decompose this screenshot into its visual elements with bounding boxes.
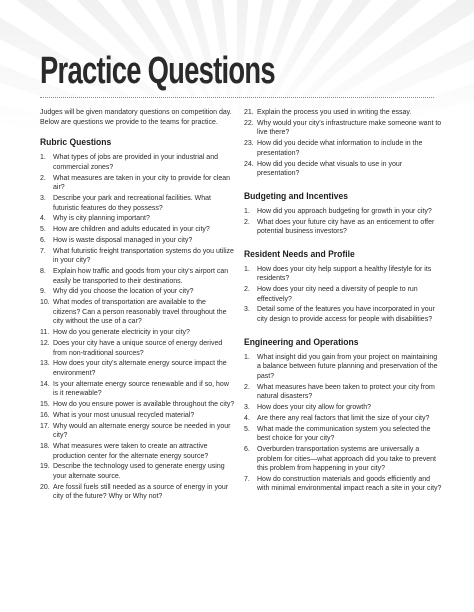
question-text: What measures have been taken to protect your city from natural disasters?: [257, 383, 435, 401]
question-text: What types of jobs are provided in your industrial and commercial zones?: [53, 154, 218, 171]
question-item: [244, 445, 442, 474]
question-text: Why is city planning important?: [53, 215, 150, 223]
question-text: How does your city need a diversity of people to run effectively?: [257, 286, 418, 303]
question-text: Detail some of the features you have incorporated in your city design to provide access for people with disabilities?: [257, 306, 435, 324]
budgeting-list: [244, 207, 442, 237]
question-text: Describe the technology used to generate energy using your alternate source.: [53, 463, 225, 480]
question-number: 1.: [244, 265, 250, 273]
question-number: 23.: [244, 140, 254, 148]
question-number: 4.: [40, 215, 46, 223]
engineering-section: [244, 337, 442, 494]
section-heading-rubric: Rubric Questions: [40, 137, 112, 149]
question-text: What futuristic freight transportation systems do you utilize in your city?: [53, 247, 234, 265]
right-column: [244, 108, 442, 506]
question-number: 17.: [40, 422, 50, 430]
question-item: [40, 174, 235, 193]
question-item: [40, 153, 235, 172]
question-item: [244, 414, 442, 424]
page-title: Practice Questions: [40, 50, 275, 92]
question-item: [40, 236, 235, 246]
question-number: 6.: [244, 445, 250, 453]
question-number: 9.: [40, 288, 46, 296]
question-item: [244, 305, 442, 324]
rubric-list-continued: [244, 108, 442, 179]
question-item: [244, 119, 442, 138]
question-item: [40, 247, 235, 266]
question-item: [40, 267, 235, 286]
question-item: [40, 225, 235, 235]
question-number: 6.: [40, 236, 46, 244]
question-text: Describe your park and recreational facilities. What futuristic features do they possess?: [53, 194, 211, 212]
question-number: 7.: [244, 475, 250, 483]
question-number: 3.: [40, 194, 46, 202]
question-number: 8.: [40, 268, 46, 276]
question-number: 14.: [40, 380, 50, 388]
question-text: Why did you choose the location of your city?: [53, 288, 194, 296]
question-item: [40, 194, 235, 213]
engineering-list: [244, 353, 442, 494]
rubric-continued: [244, 108, 442, 179]
question-text: How did you decide what visuals to use in your presentation?: [257, 160, 403, 178]
question-item: [40, 214, 235, 224]
question-text: What does your future city have as an enticement to offer potential business investors?: [257, 218, 435, 236]
question-number: 5.: [40, 226, 46, 234]
question-text: How do construction materials and goods efficiently and with minimal environmental impact reach a site in your city?: [257, 475, 442, 493]
question-item: [40, 442, 235, 461]
question-item: [244, 353, 442, 382]
question-text: How do you ensure power is available throughout the city?: [53, 401, 235, 409]
question-item: [40, 359, 235, 378]
question-number: 24.: [244, 160, 254, 168]
question-text: How are children and adults educated in your city?: [53, 226, 210, 234]
question-text: What insight did you gain from your project on maintaining a balance between future planning and preservation of the past?: [257, 353, 438, 380]
resident-section: [244, 249, 442, 325]
question-item: [40, 483, 235, 502]
question-number: 13.: [40, 360, 50, 368]
section-heading-budgeting: Budgeting and Incentives: [244, 190, 349, 202]
question-text: What made the communication system you selected the best choice for your city?: [257, 425, 431, 443]
question-number: 22.: [244, 119, 254, 127]
question-number: 11.: [40, 329, 50, 337]
question-text: Are fossil fuels still needed as a source of energy in your city of the future? Why or Why not?: [53, 483, 229, 501]
left-column: [40, 108, 235, 514]
rubric-list: [40, 153, 235, 502]
title-divider: [40, 97, 434, 98]
question-item: [244, 383, 442, 402]
question-number: 7.: [40, 247, 46, 255]
question-number: 3.: [244, 403, 250, 411]
section-heading-engineering: Engineering and Operations: [244, 336, 359, 348]
question-number: 21.: [244, 109, 254, 116]
question-number: 16.: [40, 411, 50, 419]
question-number: 2.: [40, 174, 46, 182]
question-item: [244, 218, 442, 237]
question-number: 2.: [244, 218, 250, 226]
question-number: 5.: [244, 425, 250, 433]
question-text: Why would an alternate energy source be needed in your city?: [53, 422, 231, 440]
question-text: How does your city allow for growth?: [257, 403, 371, 411]
question-text: How does your city's alternate energy source impact the environment?: [53, 360, 227, 377]
question-number: 18.: [40, 443, 50, 450]
question-number: 10.: [40, 299, 50, 307]
question-item: [40, 298, 235, 327]
question-item: [40, 287, 235, 297]
question-text: Does your city have a unique source of energy derived from non-traditional sources?: [53, 339, 223, 357]
question-item: [40, 400, 235, 410]
question-number: 1.: [244, 207, 250, 215]
question-item: [244, 403, 442, 413]
question-text: How do you generate electricity in your city?: [53, 329, 190, 337]
question-number: 1.: [244, 353, 250, 361]
question-number: 15.: [40, 401, 50, 409]
question-item: [40, 462, 235, 481]
question-text: How is waste disposal managed in your city?: [53, 236, 193, 244]
question-text: Overburden transportation systems are universally a problem for cities—what approach did you take to prevent this problem from happening in your city?: [257, 445, 436, 473]
question-text: What is your most unusual recycled material?: [53, 411, 195, 419]
question-number: 3.: [244, 306, 250, 314]
question-text: Explain how traffic and goods from your city's airport can easily be transported to their destinations.: [53, 268, 229, 285]
question-item: [244, 475, 442, 494]
question-item: [244, 425, 442, 444]
question-number: 12.: [40, 339, 50, 347]
question-text: What measures were taken to create an attractive production center for the alternate energy source?: [53, 443, 209, 460]
rubric-section: [40, 137, 235, 502]
resident-list: [244, 265, 442, 325]
budgeting-section: [244, 191, 442, 237]
question-text: What measures are taken in your city to provide for clean air?: [53, 174, 231, 192]
question-number: 2.: [244, 286, 250, 294]
question-item: [40, 411, 235, 421]
question-item: [244, 207, 442, 217]
question-text: How does your city help support a healthy lifestyle for its residents?: [257, 265, 432, 283]
section-heading-resident: Resident Needs and Profile: [244, 248, 355, 260]
question-item: [40, 339, 235, 358]
question-item: [244, 265, 442, 284]
question-text: Why would your city's infrastructure make someone want to live there?: [257, 119, 442, 137]
question-text: What modes of transportation are available to the citizens? Can a person reasonably travel throughout the city without the use of a car?: [53, 299, 227, 326]
question-text: How did you approach budgeting for growth in your city?: [257, 207, 432, 215]
question-item: [244, 108, 442, 118]
question-item: [244, 285, 442, 304]
question-item: [244, 139, 442, 158]
question-text: Is your alternate energy source renewable and if so, how is it renewable?: [53, 380, 229, 398]
question-number: 20.: [40, 483, 50, 491]
question-number: 1.: [40, 154, 46, 162]
question-item: [40, 328, 235, 338]
question-text: How did you decide what information to include in the presentation?: [257, 140, 423, 157]
question-item: [40, 380, 235, 399]
question-text: Explain the process you used in writing the essay.: [257, 109, 412, 116]
question-text: Are there any real factors that limit the size of your city?: [257, 414, 430, 422]
question-item: [40, 422, 235, 441]
question-number: 19.: [40, 463, 50, 471]
question-number: 4.: [244, 414, 250, 422]
intro-paragraph: Judges will be given mandatory questions on competition day. Below are questions we provide to the teams for practice.: [40, 109, 232, 126]
question-item: [244, 160, 442, 179]
question-number: 2.: [244, 383, 250, 391]
